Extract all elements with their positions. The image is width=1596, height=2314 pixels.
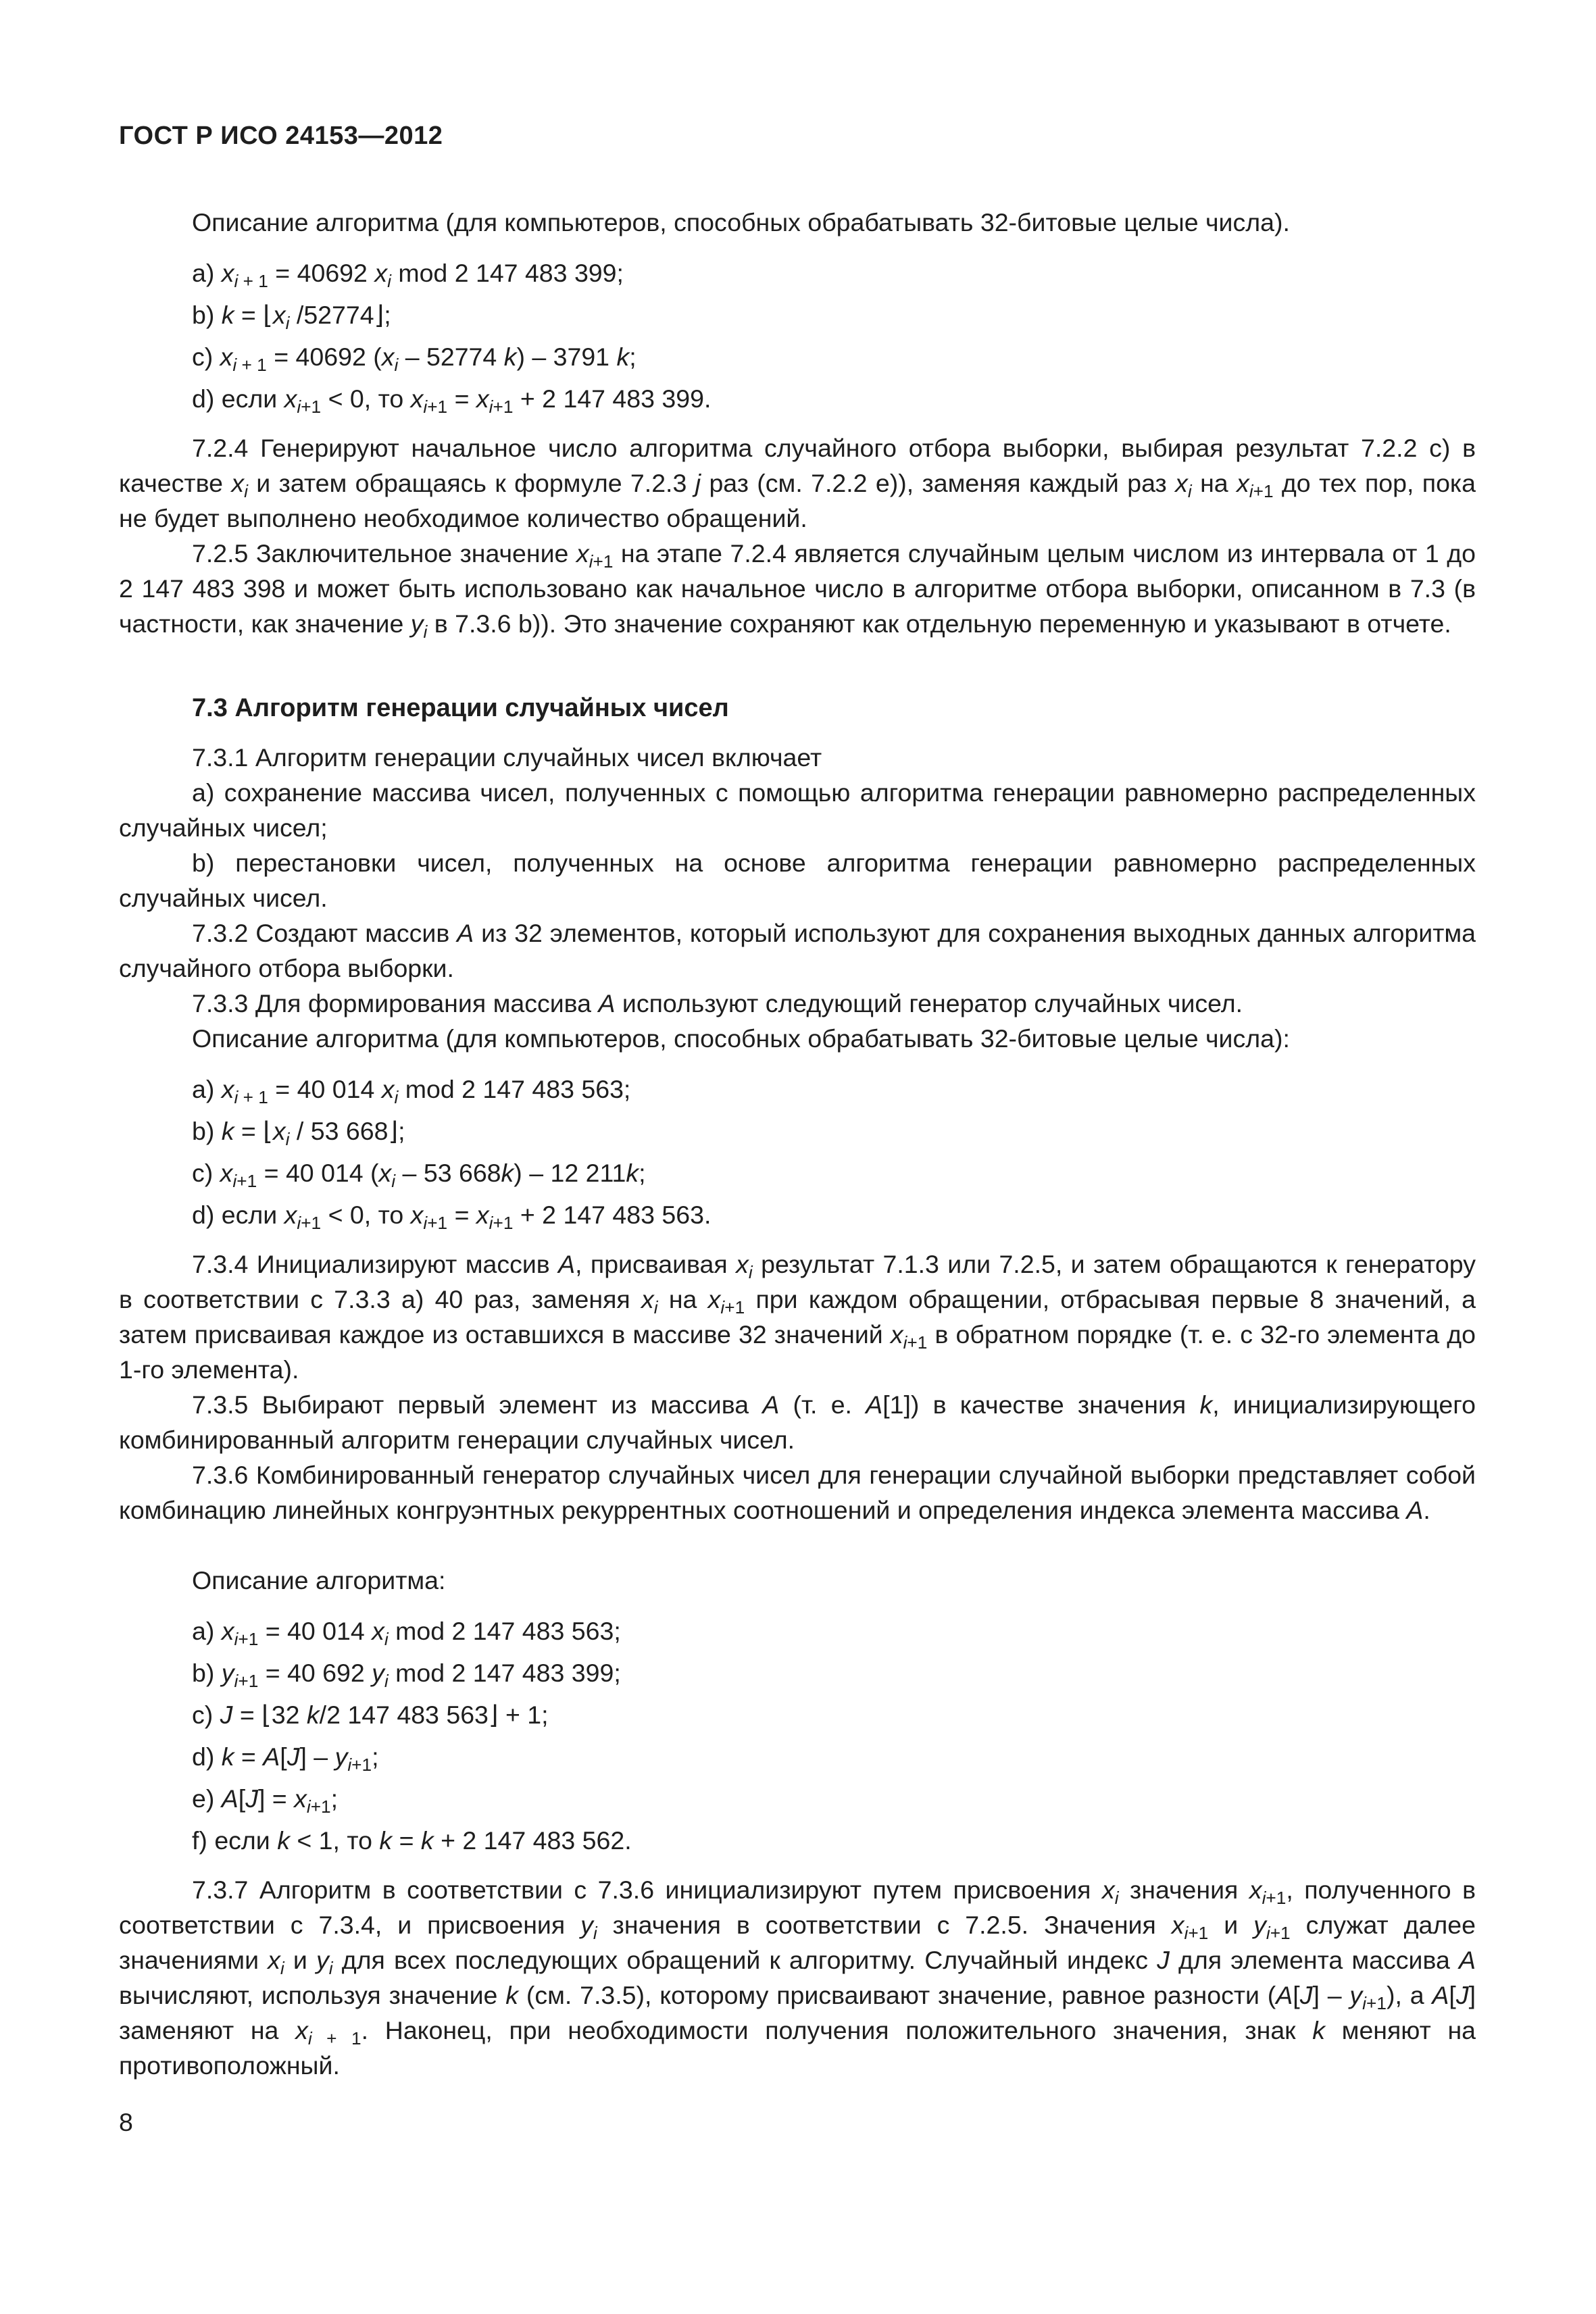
- paragraph: Описание алгоритма (для компьютеров, способных обрабатывать 32-битовые целые числа):: [192, 1024, 1290, 1053]
- paragraph: 7.3.5 Выбирают первый элемент из массива A (т. е. A[1]) в качестве значения k, инициализирующего комбинированный алгоритм генерации случайных чисел.: [119, 1390, 1476, 1454]
- paragraph: 7.3.2 Создают массив A из 32 элементов, который используют для сохранения выходных данных алгоритма случайного отбора выборки.: [119, 919, 1476, 982]
- paragraph: a) сохранение массива чисел, полученных с помощью алгоритма генерации равномерно распределенных случайных чисел;: [119, 778, 1476, 842]
- page-number: 8: [119, 2108, 133, 2136]
- paragraph: 7.3.3 Для формирования массива A используют следующий генератор случайных чисел.: [192, 989, 1243, 1017]
- section-heading: 7.3 Алгоритм генерации случайных чисел: [192, 694, 729, 722]
- formula-item: d) если $x_{i+1} < 0$, то $x_{i+1} = x_{i+1} + 2$ 147 483 399.: [192, 384, 712, 417]
- formula-item: a) $x_{i + 1} = 40$ 014 $x_i$ mod 2 147 483 563;: [192, 1075, 631, 1107]
- document-header: ГОСТ Р ИСО 24153—2012: [119, 122, 443, 150]
- formula-item: c) $x_{i+1} = 40$ 014 ($x_i - 53$ 668k) – 12 211k;: [192, 1159, 646, 1191]
- paragraph: 7.3.1 Алгоритм генерации случайных чисел включает: [192, 743, 822, 772]
- paragraph: Описание алгоритма (для компьютеров, способных обрабатывать 32-битовые целые числа).: [192, 208, 1290, 236]
- paragraph: 7.2.5 Заключительное значение $x_{i+1}$ на этапе 7.2.4 является случайным целым числом из интервала от 1 до 2 147 483 398 и может быть использовано как начальное число в алгоритме отбора выборки, описанном в 7.3 (в частности, как значение $y_i$ в 7.3.6 b)). Это значение сохраняют как отдельную переменную и указывают в отчете.: [119, 539, 1476, 642]
- formula-item: a) $x_{i+1} = 40$ 014 $x_i$ mod 2 147 483 563;: [192, 1617, 621, 1649]
- paragraph: 7.3.4 Инициализируют массив A, присваивая $x_i$ результат 7.1.3 или 7.2.5, и затем обращаются к генератору в соответствии с 7.3.3 a) 40 раз, заменяя $x_i$ на $x_{i+1}$ при каждом обращении, отбрасывая первые 8 значений, а затем присваивая каждое из оставшихся в массиве 32 значений $x_{i+1}$ в обратном порядке (т. е. с 32-го элемента до 1-го элемента).: [119, 1250, 1476, 1384]
- paragraph: 7.3.6 Комбинированный генератор случайных чисел для генерации случайной выборки представляет собой комбинацию линейных конгруэнтных рекуррентных соотношений и определения индекса элемента массива A.: [119, 1461, 1476, 1524]
- formula-item: b) $y_{i+1} = 40$ 692 $y_i$ mod 2 147 483 399;: [192, 1659, 621, 1691]
- formula-item: e) $A[J] = x_{i+1}$;: [192, 1784, 339, 1817]
- formula-item: b) $k = ⌊x_i$ /52774⌋;: [192, 301, 391, 333]
- formula-item: d) $k = A[J] - y_{i+1}$;: [192, 1742, 379, 1775]
- formula-item: b) $k = ⌊x_i / 53$ 668⌋;: [192, 1117, 405, 1149]
- paragraph: 7.2.4 Генерируют начальное число алгоритма случайного отбора выборки, выбирая результат 7.2.2 c) в качестве $x_i$ и затем обращаясь к формуле 7.2.3 j раз (см. 7.2.2 e)), заменяя каждый раз $x_i$ на $x_{i+1}$ до тех пор, пока не будет выполнено необходимое количество обращений.: [119, 434, 1476, 532]
- formula-item: c) J = ⌊32 k/2 147 483 563⌋ + 1;: [192, 1701, 549, 1729]
- paragraph: 7.3.7 Алгоритм в соответствии с 7.3.6 инициализируют путем присвоения $x_i$ значения $x_{i+1}$, полученного в соответствии с 7.3.4, и присвоения $y_i$ значения в соответствии с 7.2.5. Значения $x_{i+1}$ и $y_{i+1}$ служат далее значениями $x_i$ и $y_i$ для всех последующих обращений к алгоритму. Случайный индекс J для элемента массива A вычисляют, используя значение k (см. 7.3.5), которому присваивают значение, равное разности $(A[J] - y_{i+1})$, а A[J] заменяют на $x_{i + 1}$. Наконец, при необходимости получения положительного значения, знак k меняют на противоположный.: [119, 1876, 1476, 2080]
- paragraph: b) перестановки чисел, полученных на основе алгоритма генерации равномерно распределенных случайных чисел.: [119, 849, 1476, 912]
- paragraph: Описание алгоритма:: [192, 1566, 446, 1594]
- formula-item: f) если k < 1, то k = k + 2 147 483 562.: [192, 1826, 632, 1855]
- formula-item: d) если $x_{i+1} < 0$, то $x_{i+1} = x_{i+1} + 2$ 147 483 563.: [192, 1201, 712, 1233]
- formula-item: c) $x_{i + 1} = 40692$ ($x_i - 52774$ k) – 3791 k;: [192, 343, 637, 375]
- formula-item: a) $x_{i + 1} = 40692$ $x_i$ mod 2 147 483 399;: [192, 259, 624, 291]
